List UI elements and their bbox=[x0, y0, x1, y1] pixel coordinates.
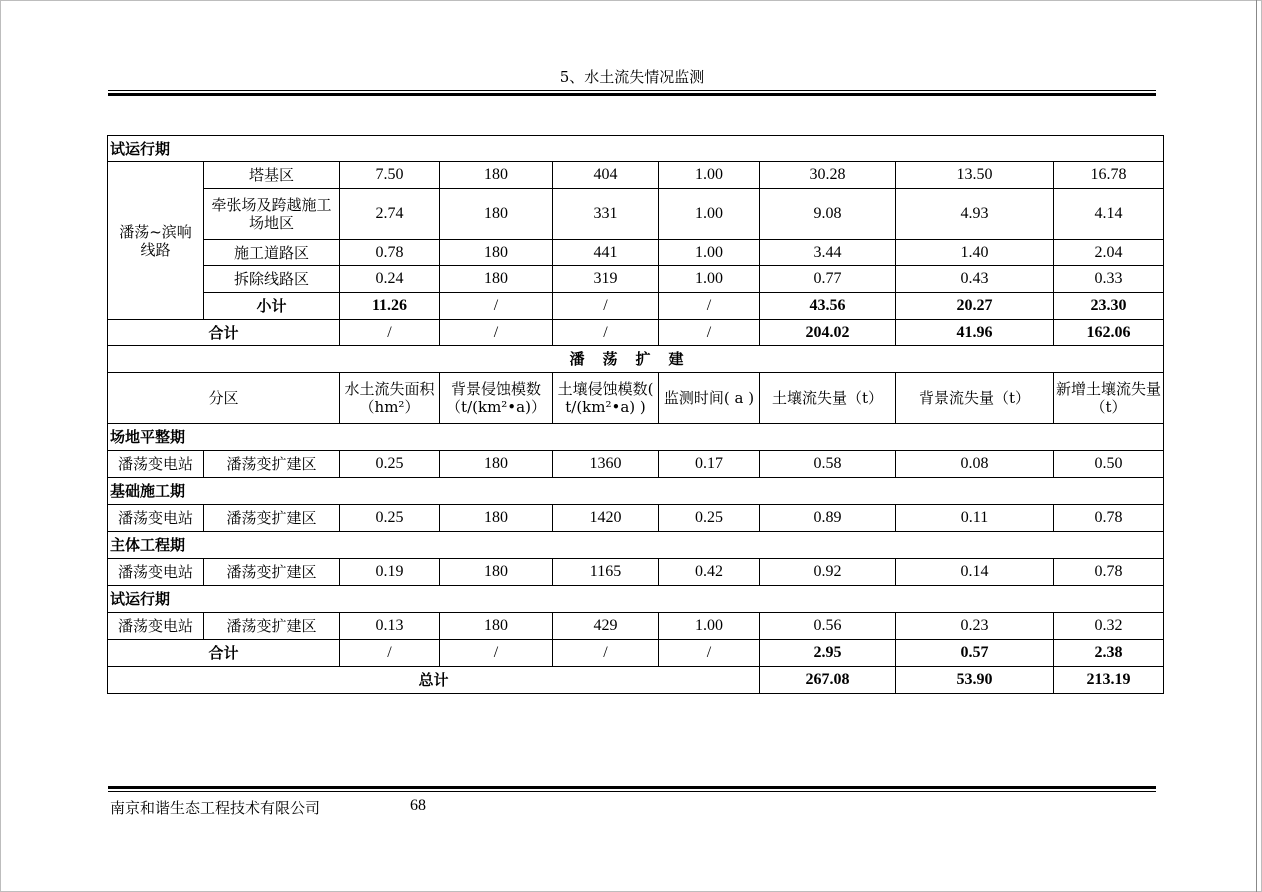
bg-loss-cell: 0.43 bbox=[896, 266, 1054, 293]
area-cell: 0.25 bbox=[340, 505, 440, 532]
new-loss-cell: 162.06 bbox=[1054, 320, 1164, 346]
bg-loss-cell: 0.23 bbox=[896, 613, 1054, 640]
header-new-loss: 新增土壤流失量（t） bbox=[1054, 373, 1164, 424]
subtotal-row bbox=[108, 293, 1164, 320]
bg-loss-cell: 20.27 bbox=[896, 293, 1054, 320]
bg-modulus-cell: 180 bbox=[440, 451, 553, 478]
area-cell: 0.24 bbox=[340, 266, 440, 293]
new-loss-cell: 0.50 bbox=[1054, 451, 1164, 478]
bg-loss-cell: 41.96 bbox=[896, 320, 1054, 346]
soil-loss-table bbox=[107, 135, 1164, 694]
header-soil-modulus: 土壤侵蚀模数( t/(km²•a) ) bbox=[553, 373, 659, 424]
header-bg-modulus: 背景侵蚀模数（t/(km²•a)） bbox=[440, 373, 553, 424]
bg-loss-cell: 4.93 bbox=[896, 189, 1054, 240]
soil-modulus-cell: 429 bbox=[553, 613, 659, 640]
area-cell: 0.13 bbox=[340, 613, 440, 640]
zone-cell: 潘荡变扩建区 bbox=[204, 505, 340, 532]
header-rule-thick bbox=[108, 93, 1156, 96]
period-label: 试运行期 bbox=[108, 586, 1164, 613]
area-cell: 7.50 bbox=[340, 162, 440, 189]
loss-cell: 204.02 bbox=[760, 320, 896, 346]
soil-modulus-cell: 441 bbox=[553, 240, 659, 266]
table-row bbox=[108, 478, 1164, 505]
soil-modulus-cell: / bbox=[553, 293, 659, 320]
soil-modulus-cell: 1165 bbox=[553, 559, 659, 586]
site-cell: 潘荡变电站 bbox=[108, 613, 204, 640]
total-label: 合计 bbox=[108, 320, 340, 346]
page-edge-line bbox=[1256, 0, 1257, 892]
zone-cell: 潘荡变扩建区 bbox=[204, 613, 340, 640]
table-row bbox=[108, 266, 1164, 293]
loss-cell: 267.08 bbox=[760, 667, 896, 694]
time-cell: 1.00 bbox=[659, 266, 760, 293]
soil-modulus-cell: / bbox=[553, 320, 659, 346]
soil-modulus-cell: 331 bbox=[553, 189, 659, 240]
area-cell: 2.74 bbox=[340, 189, 440, 240]
table-row bbox=[108, 451, 1164, 478]
time-cell: 1.00 bbox=[659, 240, 760, 266]
header-bg-loss: 背景流失量（t） bbox=[896, 373, 1054, 424]
bg-modulus-cell: / bbox=[440, 640, 553, 667]
new-loss-cell: 0.78 bbox=[1054, 505, 1164, 532]
soil-modulus-cell: 1360 bbox=[553, 451, 659, 478]
bg-loss-cell: 1.40 bbox=[896, 240, 1054, 266]
soil-modulus-cell: 319 bbox=[553, 266, 659, 293]
new-loss-cell: 16.78 bbox=[1054, 162, 1164, 189]
table-row bbox=[108, 346, 1164, 373]
bg-modulus-cell: 180 bbox=[440, 240, 553, 266]
period-label: 主体工程期 bbox=[108, 532, 1164, 559]
time-cell: / bbox=[659, 640, 760, 667]
new-loss-cell: 0.33 bbox=[1054, 266, 1164, 293]
area-cell: / bbox=[340, 320, 440, 346]
table-row bbox=[108, 136, 1164, 162]
time-cell: 1.00 bbox=[659, 162, 760, 189]
header-rule-thin bbox=[108, 90, 1156, 91]
bg-modulus-cell: 180 bbox=[440, 266, 553, 293]
time-cell: 0.25 bbox=[659, 505, 760, 532]
page-header-title: 5、水土流失情况监测 bbox=[559, 68, 705, 86]
table-row bbox=[108, 424, 1164, 451]
header-area: 水土流失面积（hm²） bbox=[340, 373, 440, 424]
table-row bbox=[108, 532, 1164, 559]
area-cell: / bbox=[340, 640, 440, 667]
bg-loss-cell: 53.90 bbox=[896, 667, 1054, 694]
zone-cell: 潘荡变扩建区 bbox=[204, 451, 340, 478]
loss-cell: 3.44 bbox=[760, 240, 896, 266]
soil-modulus-cell: 404 bbox=[553, 162, 659, 189]
section-title: 潘荡扩建 bbox=[108, 346, 1164, 373]
soil-modulus-cell: / bbox=[553, 640, 659, 667]
bg-modulus-cell: 180 bbox=[440, 162, 553, 189]
total-row bbox=[108, 320, 1164, 346]
time-cell: / bbox=[659, 320, 760, 346]
zone-cell: 塔基区 bbox=[204, 162, 340, 189]
table-row bbox=[108, 189, 1164, 240]
page-number: 68 bbox=[410, 797, 426, 814]
header-zone: 分区 bbox=[108, 373, 340, 424]
footer-rule-thin bbox=[108, 791, 1156, 792]
line-group-label: 潘荡~滨响线路 bbox=[108, 162, 204, 320]
area-cell: 0.25 bbox=[340, 451, 440, 478]
bg-modulus-cell: 180 bbox=[440, 189, 553, 240]
subtotal-label: 小计 bbox=[204, 293, 340, 320]
footer-company: 南京和谐生态工程技术有限公司 bbox=[110, 799, 321, 817]
zone-cell: 施工道路区 bbox=[204, 240, 340, 266]
loss-cell: 0.58 bbox=[760, 451, 896, 478]
table-row bbox=[108, 240, 1164, 266]
time-cell: 1.00 bbox=[659, 189, 760, 240]
grand-total-row bbox=[108, 667, 1164, 694]
table-row bbox=[108, 162, 1164, 189]
new-loss-cell: 4.14 bbox=[1054, 189, 1164, 240]
bg-loss-cell: 0.08 bbox=[896, 451, 1054, 478]
site-cell: 潘荡变电站 bbox=[108, 451, 204, 478]
bg-loss-cell: 0.14 bbox=[896, 559, 1054, 586]
time-cell: 0.17 bbox=[659, 451, 760, 478]
loss-cell: 43.56 bbox=[760, 293, 896, 320]
total-label: 合计 bbox=[108, 640, 340, 667]
loss-cell: 0.89 bbox=[760, 505, 896, 532]
bg-modulus-cell: / bbox=[440, 320, 553, 346]
grand-total-label: 总计 bbox=[108, 667, 760, 694]
bg-modulus-cell: 180 bbox=[440, 559, 553, 586]
bg-modulus-cell: 180 bbox=[440, 613, 553, 640]
site-cell: 潘荡变电站 bbox=[108, 559, 204, 586]
area-cell: 11.26 bbox=[340, 293, 440, 320]
table-row bbox=[108, 505, 1164, 532]
header-time: 监测时间( a ) bbox=[659, 373, 760, 424]
area-cell: 0.19 bbox=[340, 559, 440, 586]
zone-cell: 潘荡变扩建区 bbox=[204, 559, 340, 586]
total-row bbox=[108, 640, 1164, 667]
table-row bbox=[108, 613, 1164, 640]
table-row bbox=[108, 559, 1164, 586]
bg-loss-cell: 0.11 bbox=[896, 505, 1054, 532]
bg-modulus-cell: 180 bbox=[440, 505, 553, 532]
time-cell: / bbox=[659, 293, 760, 320]
table-row bbox=[108, 586, 1164, 613]
site-cell: 潘荡变电站 bbox=[108, 505, 204, 532]
new-loss-cell: 2.04 bbox=[1054, 240, 1164, 266]
loss-cell: 9.08 bbox=[760, 189, 896, 240]
bg-modulus-cell: / bbox=[440, 293, 553, 320]
loss-cell: 30.28 bbox=[760, 162, 896, 189]
loss-cell: 0.77 bbox=[760, 266, 896, 293]
new-loss-cell: 0.32 bbox=[1054, 613, 1164, 640]
loss-cell: 0.56 bbox=[760, 613, 896, 640]
zone-cell: 牵张场及跨越施工场地区 bbox=[204, 189, 340, 240]
new-loss-cell: 0.78 bbox=[1054, 559, 1164, 586]
new-loss-cell: 213.19 bbox=[1054, 667, 1164, 694]
time-cell: 1.00 bbox=[659, 613, 760, 640]
area-cell: 0.78 bbox=[340, 240, 440, 266]
period-label: 场地平整期 bbox=[108, 424, 1164, 451]
loss-cell: 2.95 bbox=[760, 640, 896, 667]
footer-rule-thick bbox=[108, 786, 1156, 789]
header-row bbox=[108, 373, 1164, 424]
time-cell: 0.42 bbox=[659, 559, 760, 586]
period-label: 试运行期 bbox=[108, 136, 1164, 162]
zone-cell: 拆除线路区 bbox=[204, 266, 340, 293]
soil-modulus-cell: 1420 bbox=[553, 505, 659, 532]
new-loss-cell: 23.30 bbox=[1054, 293, 1164, 320]
bg-loss-cell: 0.57 bbox=[896, 640, 1054, 667]
period-label: 基础施工期 bbox=[108, 478, 1164, 505]
loss-cell: 0.92 bbox=[760, 559, 896, 586]
header-loss: 土壤流失量（t） bbox=[760, 373, 896, 424]
new-loss-cell: 2.38 bbox=[1054, 640, 1164, 667]
bg-loss-cell: 13.50 bbox=[896, 162, 1054, 189]
